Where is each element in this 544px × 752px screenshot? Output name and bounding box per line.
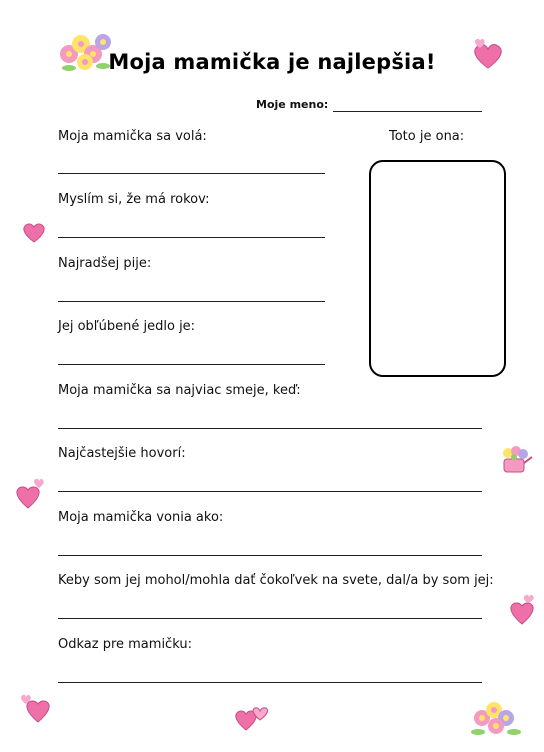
page-title: Moja mamička je najlepšia! xyxy=(108,50,436,74)
answer-line[interactable] xyxy=(58,364,325,365)
flower-bouquet-icon xyxy=(470,698,522,740)
question-label: Moja mamička vonia ako: xyxy=(58,510,224,525)
name-answer-line[interactable] xyxy=(333,111,482,112)
question-label: Moja mamička sa najviac smeje, keď: xyxy=(58,383,301,398)
answer-line[interactable] xyxy=(58,237,325,238)
question-label: Myslím si, že má rokov: xyxy=(58,192,210,207)
answer-line[interactable] xyxy=(58,173,325,174)
photo-label: Toto je ona: xyxy=(389,129,465,144)
question-label: Najradšej pije: xyxy=(58,256,152,271)
watering-can-icon xyxy=(498,443,534,475)
answer-line[interactable] xyxy=(58,555,482,556)
question-label: Keby som jej mohol/mohla dať čokoľvek na svete, dal/a by som jej: xyxy=(58,573,494,588)
question-label: Moja mamička sa volá: xyxy=(58,129,207,144)
hearts-icon xyxy=(18,692,52,724)
name-label: Moje meno: xyxy=(256,98,329,111)
hearts-icon xyxy=(232,702,272,732)
answer-line[interactable] xyxy=(58,618,482,619)
question-label: Najčastejšie hovorí: xyxy=(58,446,186,461)
question-label: Jej obľúbené jedlo je: xyxy=(58,319,196,334)
hearts-icon xyxy=(506,594,538,626)
answer-line[interactable] xyxy=(58,301,325,302)
question-label: Odkaz pre mamičku: xyxy=(58,637,192,652)
hearts-icon xyxy=(20,218,48,244)
answer-line[interactable] xyxy=(58,428,482,429)
answer-line[interactable] xyxy=(58,682,482,683)
answer-line[interactable] xyxy=(58,491,482,492)
photo-frame xyxy=(369,160,506,377)
hearts-icon xyxy=(13,476,47,510)
